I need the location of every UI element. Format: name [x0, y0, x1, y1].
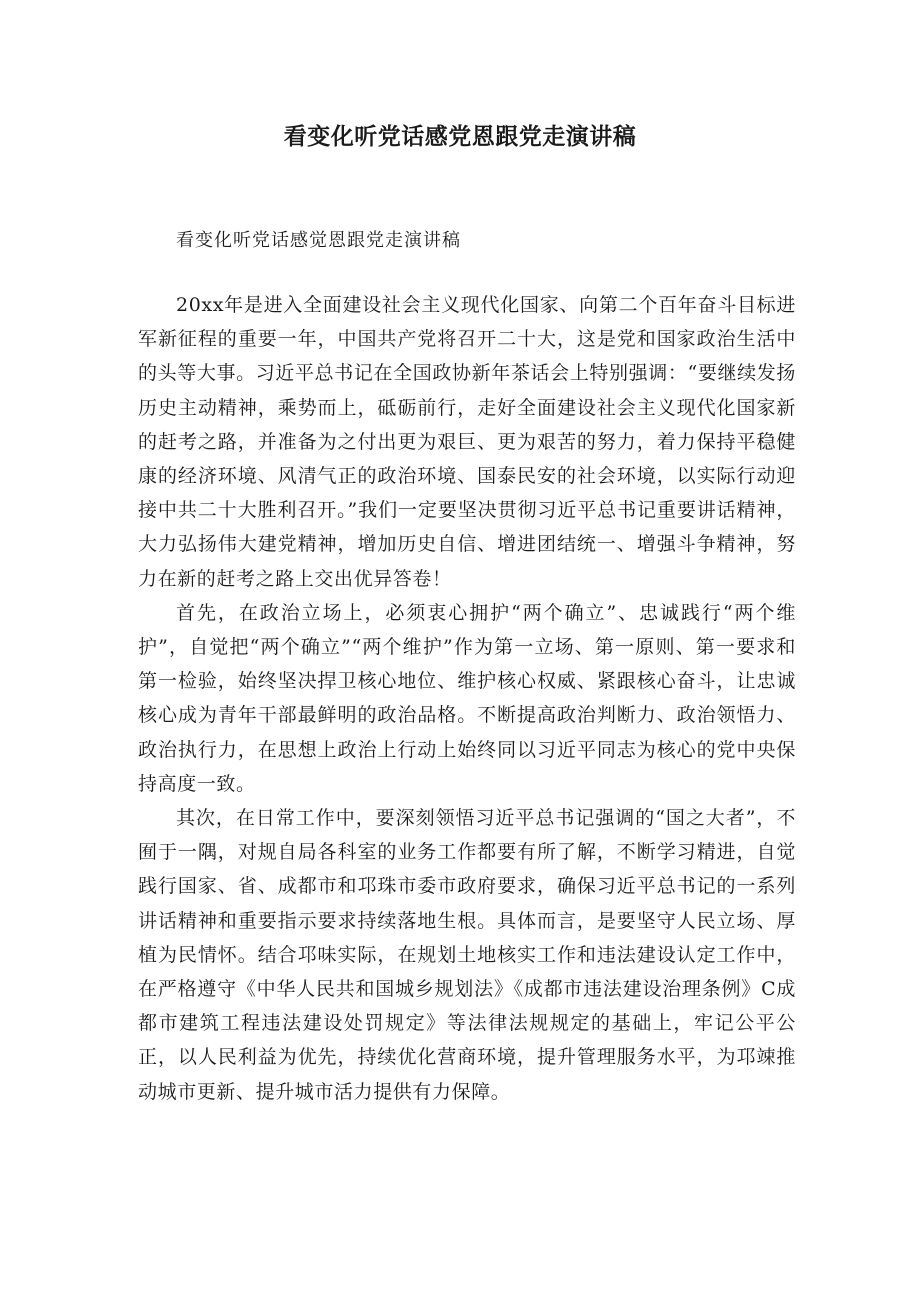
- body-paragraph: 首先，在政治立场上，必须衷心拥护“两个确立”、忠诚践行“两个维护”，自觉把“两个确立”“两个维护”作为第一立场、第一原则、第一要求和第一检验，始终坚决捍卫核心地位、维护核心权威、紧跟核心奋斗，让忠诚核心成为青年干部最鲜明的政治品格。不断提高政治判断力、政治领悟力、政治执行力，在思想上政治上行动上始终同以习近平同志为核心的党中央保持高度一致。: [138, 601, 796, 795]
- body-paragraph: 其次，在日常工作中，要深刻领悟习近平总书记强调的“国之大者”，不囿于一隅，对规自局各科室的业务工作都要有所了解，不断学习精进，自觉践行国家、省、成都市和邛珠市委市政府要求，确保习近平总书记的一系列讲话精神和重要指示要求持续落地生根。具体而言，是要坚守人民立场、厚植为民情怀。结合邛味实际，在规划土地核实工作和违法建设认定工作中，在严格遵守《中华人民共和国城乡规划法》《成都市违法建设治理条例》C成都市建筑工程违法建设处罚规定》等法律法规规定的基础上，牢记公平公正，以人民利益为优先，持续优化营商环境，提升管理服务水平，为邛竦推动城市更新、提升城市活力提供有力保障。: [138, 807, 796, 1103]
- document-title: 看变化听党话感党恩跟党走演讲稿: [283, 124, 637, 150]
- document-subtitle: 看变化听党话感觉恩跟党走演讲稿: [176, 230, 461, 251]
- document-body: [138, 288, 796, 1109]
- body-paragraph: 20xx年是进入全面建设社会主义现代化国家、向第二个百年奋斗目标进军新征程的重要一年，中国共产党将召开二十大，这是党和国家政治生活中的头等大事。习近平总书记在全国政协新年茶话会上特别强调：“要继续发扬历史主动精神，乘势而上，砥砺前行，走好全面建设社会主义现代化国家新的赶考之路，并准备为之付出更为艰巨、更为艰苦的努力，着力保持平稳健康的经济环境、风清气正的政治环境、国泰民安的社会环境，以实际行动迎接中共二十大胜利召开。”我们一定要坚决贯彻习近平总书记重要讲话精神，大力弘扬伟大建党精神，增加历史自信、增进团结统一、增强斗争精神，努力在新的赶考之路上交出优异答卷！: [138, 294, 796, 590]
